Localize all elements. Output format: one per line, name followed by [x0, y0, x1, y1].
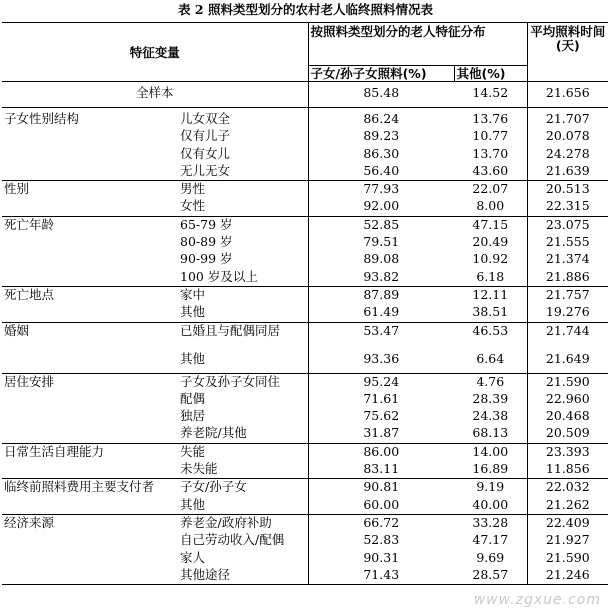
total-child: 85.48	[308, 82, 454, 108]
row-child-care: 71.43	[308, 567, 454, 585]
table-row	[2, 269, 608, 287]
row-avg-time: 20.513	[527, 181, 608, 199]
row-other-care: 8.00	[476, 198, 505, 214]
row-child-care: 53.47	[308, 322, 454, 351]
row-subcategory: 无儿无女	[180, 162, 231, 178]
row-child-care: 89.23	[308, 128, 454, 145]
row-subcategory: 养老院/其他	[180, 425, 247, 441]
row-subcategory: 其他	[180, 304, 206, 320]
row-category: 临终前照料费用主要支付者	[2, 479, 180, 497]
row-avg-time: 20.509	[527, 425, 608, 443]
row-other-care: 9.69	[476, 549, 505, 565]
total-label: 全样本	[2, 82, 308, 108]
row-other-care: 68.13	[472, 425, 509, 441]
row-subcategory: 其他	[180, 496, 206, 512]
row-other-care: 4.76	[454, 373, 527, 391]
care-table	[2, 22, 608, 585]
row-avg-time: 22.960	[527, 391, 608, 408]
row-category	[2, 425, 180, 443]
row-subcategory: 65-79 岁	[180, 216, 308, 234]
row-child-care: 86.30	[308, 146, 454, 163]
row-category	[2, 461, 180, 479]
row-child-care: 31.87	[308, 425, 454, 443]
table-row	[2, 322, 608, 351]
row-subcategory: 80-89 岁	[180, 234, 233, 250]
row-category	[2, 163, 180, 181]
row-category	[2, 269, 180, 287]
row-child-care: 86.00	[308, 443, 454, 461]
table-row	[2, 532, 608, 549]
row-subcategory: 配偶	[180, 390, 206, 406]
row-avg-time: 20.078	[527, 128, 608, 145]
row-child-care: 93.82	[308, 269, 454, 287]
header-child-care: 子女/孙子女照料(%)	[308, 66, 454, 82]
row-subcategory: 儿女双全	[180, 108, 308, 129]
row-avg-time: 22.315	[527, 198, 608, 216]
row-avg-time: 21.590	[527, 373, 608, 391]
row-avg-time: 21.555	[527, 234, 608, 251]
row-other-care: 46.53	[454, 322, 527, 351]
row-child-care: 77.93	[308, 181, 454, 199]
row-other-care: 9.19	[454, 479, 527, 497]
row-child-care: 92.00	[308, 198, 454, 216]
row-other-care: 43.60	[472, 162, 509, 178]
row-avg-time: 21.927	[527, 532, 608, 549]
table-caption: 表 2 照料类型划分的农村老人临终照料情况表	[178, 2, 433, 17]
table-row	[2, 181, 608, 199]
row-category	[2, 146, 180, 163]
row-category	[2, 128, 180, 145]
table-row	[2, 408, 608, 425]
table-row	[2, 234, 608, 251]
row-avg-time: 24.278	[527, 146, 608, 163]
row-category	[2, 408, 180, 425]
row-child-care: 61.49	[308, 304, 454, 322]
row-avg-time: 21.262	[527, 497, 608, 515]
table-row	[2, 128, 608, 145]
row-avg-time: 21.707	[527, 108, 608, 129]
table-row	[2, 146, 608, 163]
row-child-care: 52.85	[308, 216, 454, 234]
table-row	[2, 550, 608, 567]
row-other-care: 28.39	[472, 390, 509, 406]
row-other-care: 13.70	[472, 145, 509, 161]
row-category	[2, 391, 180, 408]
row-other-care: 47.17	[472, 532, 509, 548]
header-group: 按照料类型划分的老人特征分布	[308, 23, 527, 66]
row-other-care: 22.07	[454, 181, 527, 199]
row-other-care: 47.15	[454, 216, 527, 234]
row-other-care: 33.28	[454, 514, 527, 532]
row-other-care: 16.89	[472, 461, 509, 477]
row-subcategory: 子女/孙子女	[180, 479, 308, 497]
row-child-care: 71.61	[308, 391, 454, 408]
table-row	[2, 251, 608, 268]
row-category	[2, 304, 180, 322]
row-child-care: 83.11	[308, 461, 454, 479]
row-subcategory: 其他途径	[180, 567, 308, 585]
row-subcategory: 养老金/政府补助	[180, 514, 308, 532]
row-category	[2, 497, 180, 515]
row-avg-time: 21.374	[527, 251, 608, 268]
row-subcategory: 仅有儿子	[180, 128, 231, 144]
row-child-care: 95.24	[308, 373, 454, 391]
row-child-care: 87.89	[308, 286, 454, 304]
table-row	[2, 567, 608, 585]
row-subcategory: 已婚且与配偶同居	[180, 322, 308, 351]
row-other-care: 24.38	[472, 408, 509, 424]
row-other-care: 38.51	[472, 304, 509, 320]
row-subcategory: 自己劳动收入/配偶	[180, 532, 285, 548]
table-row	[2, 286, 608, 304]
row-avg-time: 21.744	[527, 322, 608, 351]
total-avg: 21.656	[527, 82, 608, 108]
row-avg-time: 19.276	[527, 304, 608, 322]
row-other-care: 10.77	[472, 128, 509, 144]
table-row	[2, 108, 608, 129]
table-row	[2, 351, 608, 374]
total-row	[2, 82, 608, 108]
row-other-care: 20.49	[472, 234, 509, 250]
row-category: 居住安排	[2, 373, 180, 391]
table-row	[2, 198, 608, 216]
table-row	[2, 216, 608, 234]
row-other-care: 6.64	[476, 350, 505, 366]
row-category: 婚姻	[2, 322, 180, 351]
row-child-care: 89.08	[308, 251, 454, 268]
header-variable: 特征变量	[2, 23, 308, 82]
row-category	[2, 251, 180, 268]
row-subcategory: 家人	[180, 549, 206, 565]
row-child-care: 56.40	[308, 163, 454, 181]
row-avg-time: 21.639	[527, 163, 608, 181]
row-subcategory: 女性	[180, 198, 206, 214]
row-avg-time: 21.757	[527, 286, 608, 304]
row-subcategory: 独居	[180, 408, 206, 424]
row-category: 死亡地点	[2, 286, 180, 304]
total-other: 14.52	[454, 82, 527, 108]
row-category: 子女性别结构	[2, 108, 180, 129]
row-subcategory: 仅有女儿	[180, 145, 231, 161]
row-child-care: 86.24	[308, 108, 454, 129]
row-subcategory: 家中	[180, 286, 308, 304]
row-avg-time: 23.393	[527, 443, 608, 461]
row-avg-time: 21.649	[527, 351, 608, 374]
row-other-care: 13.76	[454, 108, 527, 129]
row-child-care: 90.31	[308, 550, 454, 567]
row-category	[2, 198, 180, 216]
row-avg-time: 23.075	[527, 216, 608, 234]
table-row	[2, 461, 608, 479]
row-avg-time: 22.032	[527, 479, 608, 497]
row-other-care: 6.18	[476, 268, 505, 284]
table-row	[2, 497, 608, 515]
row-avg-time: 11.856	[527, 461, 608, 479]
row-child-care: 52.83	[308, 532, 454, 549]
row-other-care: 40.00	[472, 496, 509, 512]
row-category: 性别	[2, 181, 180, 199]
row-other-care: 14.00	[454, 443, 527, 461]
table-row	[2, 443, 608, 461]
row-child-care: 60.00	[308, 497, 454, 515]
row-category	[2, 550, 180, 567]
row-category: 死亡年龄	[2, 216, 180, 234]
row-child-care: 90.81	[308, 479, 454, 497]
row-subcategory: 子女及孙子女同住	[180, 373, 308, 391]
row-category	[2, 234, 180, 251]
table-row	[2, 304, 608, 322]
row-other-care: 10.92	[472, 251, 509, 267]
row-other-care: 28.57	[454, 567, 527, 585]
row-child-care: 66.72	[308, 514, 454, 532]
row-other-care: 12.11	[454, 286, 527, 304]
header-avg-time: 平均照料时间(天)	[527, 23, 608, 82]
row-subcategory: 其他	[180, 350, 206, 366]
header-other-care: 其他(%)	[454, 66, 527, 82]
table-row	[2, 514, 608, 532]
row-child-care: 75.62	[308, 408, 454, 425]
table-row	[2, 479, 608, 497]
row-avg-time: 21.886	[527, 269, 608, 287]
row-category	[2, 567, 180, 585]
table-row	[2, 425, 608, 443]
table-row	[2, 163, 608, 181]
row-child-care: 93.36	[308, 351, 454, 374]
row-subcategory: 失能	[180, 443, 308, 461]
row-avg-time: 20.468	[527, 408, 608, 425]
row-category: 日常生活自理能力	[2, 443, 180, 461]
row-avg-time: 21.246	[527, 567, 608, 585]
row-subcategory: 男性	[180, 181, 308, 199]
row-category	[2, 351, 180, 374]
row-avg-time: 21.590	[527, 550, 608, 567]
row-child-care: 79.51	[308, 234, 454, 251]
row-subcategory: 100 岁及以上	[180, 268, 258, 284]
row-category: 经济来源	[2, 514, 180, 532]
row-category	[2, 532, 180, 549]
table-row	[2, 391, 608, 408]
row-avg-time: 22.409	[527, 514, 608, 532]
row-subcategory: 未失能	[180, 461, 218, 477]
table-row	[2, 373, 608, 391]
watermark: www.zgxue.com	[473, 592, 601, 608]
row-subcategory: 90-99 岁	[180, 251, 233, 267]
